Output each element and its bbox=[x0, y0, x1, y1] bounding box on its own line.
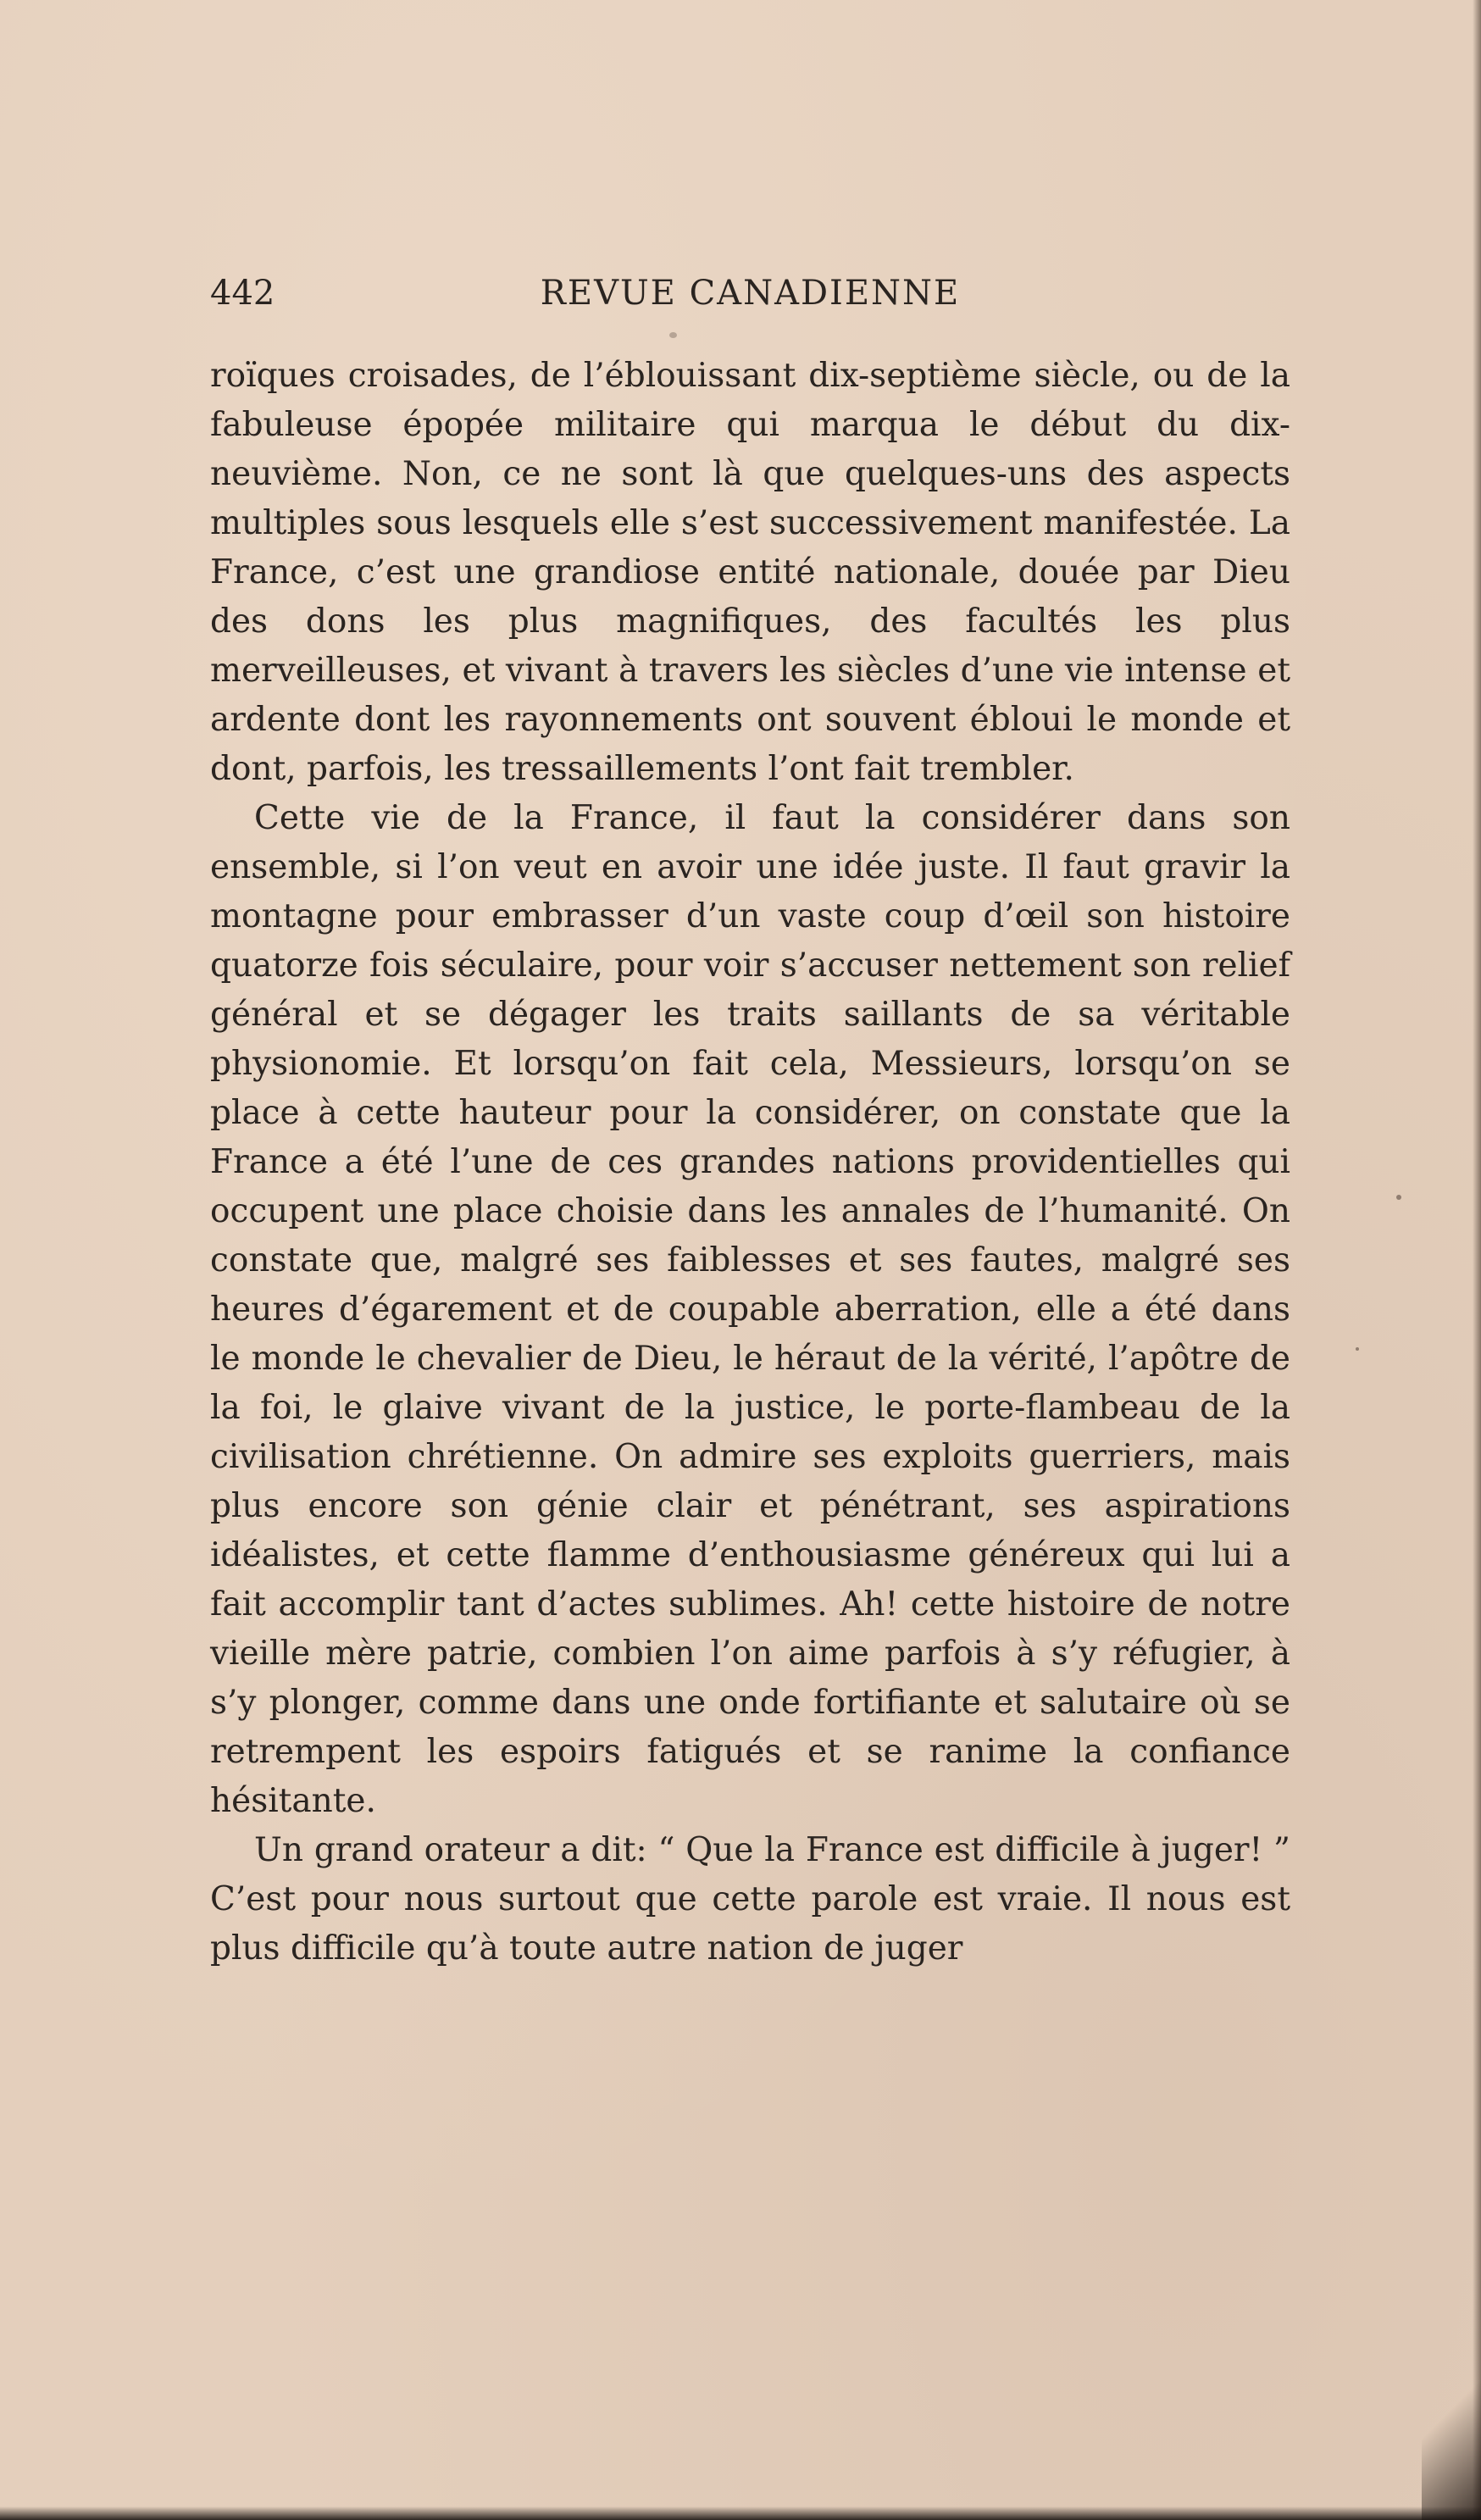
running-head: REVUE CANADIENNE bbox=[540, 274, 961, 313]
body-text bbox=[210, 352, 1290, 1973]
paper-speck bbox=[1356, 1347, 1359, 1351]
paragraph: Un grand orateur a dit: “ Que la France est difficile à juger! ” C’est pour nous surtout que cette parole est vraie. Il nous est plus difficile qu’à toute autre nation de juger bbox=[210, 1831, 1290, 1968]
page-corner-shadow bbox=[1422, 2266, 1481, 2520]
page-right-edge-shadow bbox=[1473, 0, 1481, 2520]
page-number: 442 bbox=[210, 274, 275, 313]
paragraph-continued: roïques croisades, de l’éblouissant dix-septième siècle, ou de la fabuleuse épopée militaire qui marqua le début du dix-neuvième. Non, ce ne sont là que quelques-uns des aspects multiples sous lesquels elle s’est successivement manifestée. La France, c’est une grandiose entité nationale, douée par Dieu des dons les plus magnifiques, des facultés les plus merveilleuses, et vivant à travers les siècles d’une vie intense et ardente dont les rayonnements ont souvent ébloui le monde et dont, parfois, les tressaillements l’ont fait trembler. bbox=[210, 357, 1290, 788]
paragraph: Cette vie de la France, il faut la considérer dans son ensemble, si l’on veut en avoir une idée juste. Il faut gravir la montagne pour embrasser d’un vaste coup d’œil son histoire quatorze fois séculaire, pour voir s’accuser nettement son relief général et se dégager les traits saillants de sa véritable physionomie. Et lorsqu’on fait cela, Messieurs, lorsqu’on se place à cette hauteur pour la considérer, on constate que la France a été l’une de ces grandes nations providentielles qui occupent une place choisie dans les annales de l’humanité. On constate que, malgré ses faiblesses et ses fautes, malgré ses heures d’égarement et de coupable aberration, elle a été dans le monde le chevalier de Dieu, le héraut de la vérité, l’apôtre de la foi, le glaive vivant de la justice, le porte-flambeau de la civilisation chrétienne. On admire ses exploits guerriers, mais plus encore son génie clair et pénétrant, ses aspirations idéalistes, et cette flamme d’enthousiasme généreux qui lui a fait accomplir tant d’actes sublimes. Ah! cette histoire de notre vieille mère patrie, combien l’on aime parfois à s’y réfugier, à s’y plonger, comme dans une onde fortifiante et salutaire où se retrempent les espoirs fatigués et se ranime la confiance hésitante. bbox=[210, 799, 1290, 1820]
paper-speck bbox=[1396, 1195, 1401, 1200]
page-header bbox=[210, 273, 1290, 314]
page-bottom-edge-shadow bbox=[0, 2506, 1481, 2520]
paper-speck bbox=[669, 332, 677, 338]
